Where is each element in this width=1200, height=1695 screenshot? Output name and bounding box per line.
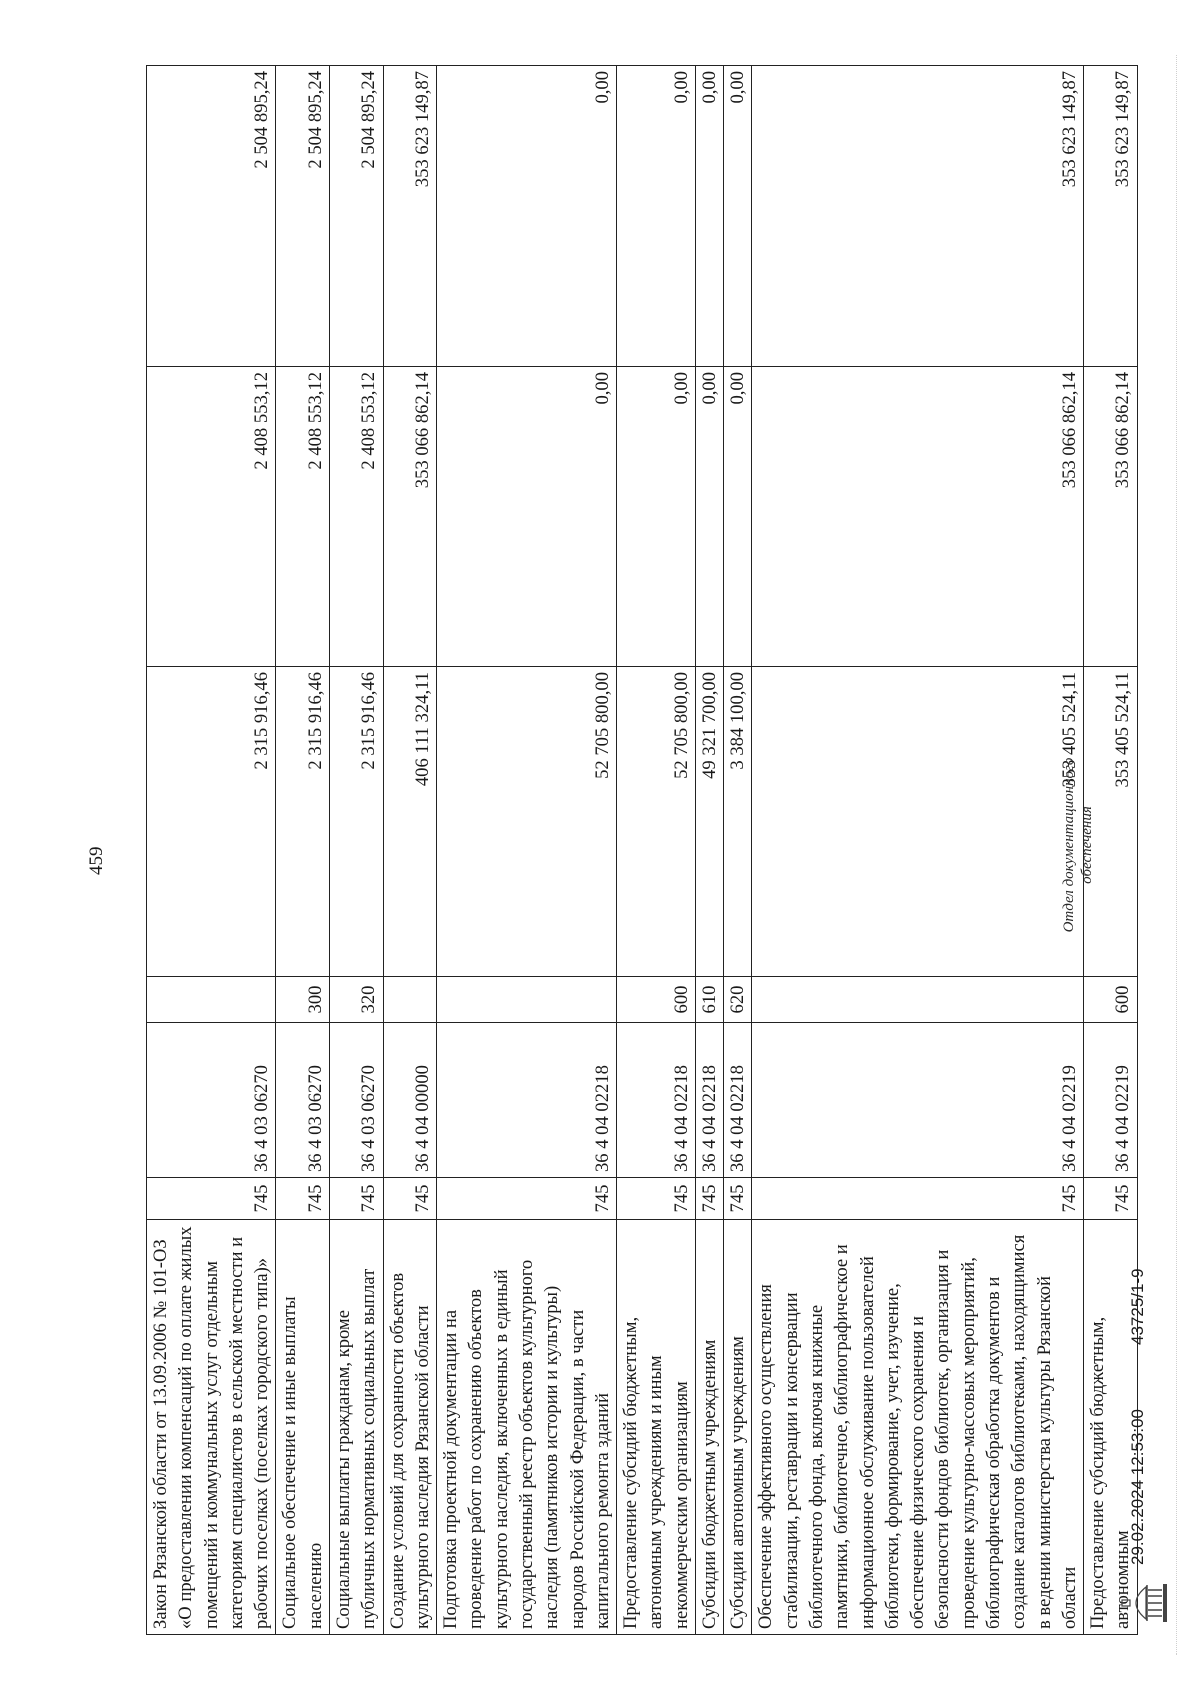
cell-description: Закон Рязанской области от 13.09.2006 № 101-ОЗ «О предоставлении компенсаций по оплате жилых помещений и коммунальных услуг отдельным категориям специалистов в сельской местности и рабочих поселках (поселках городского типа)» [147,1220,276,1635]
cell-description: Социальные выплаты гражданам, кроме публичных нормативных социальных выплат [329,1220,383,1635]
cell-gr: 745 [752,1178,1084,1220]
cell-vr [147,977,276,1023]
cell-gr: 745 [437,1178,617,1220]
cell-gr: 745 [329,1178,383,1220]
cell-v1: 52 705 800,00 [617,667,696,977]
cell-v3: 2 504 895,24 [276,66,330,367]
cell-v2: 2 408 553,12 [147,367,276,667]
cell-cs: 36 4 03 06270 [329,1023,383,1178]
table-row [724,66,752,1635]
table-body [147,66,1138,1635]
cell-description: Субсидии бюджетным учреждениям [695,1220,723,1635]
footer-date: 29.02.2024 12:53:00 [1128,1409,1147,1565]
cell-gr: 745 [276,1178,330,1220]
cell-gr: 745 [1084,1178,1138,1220]
table-row [276,66,330,1635]
cell-v3: 2 504 895,24 [147,66,276,367]
cell-vr [437,977,617,1023]
stamp-line-1: Отдел документационного [1061,757,1077,933]
cell-cs: 36 4 04 02218 [617,1023,696,1178]
cell-v3: 353 623 149,87 [752,66,1084,367]
cell-v3: 0,00 [695,66,723,367]
cell-v1: 3 384 100,00 [724,667,752,977]
cell-cs: 36 4 04 02219 [752,1023,1084,1178]
cell-cs: 36 4 04 00000 [383,1023,437,1178]
cell-v3: 353 623 149,87 [383,66,437,367]
cell-v2: 2 408 553,12 [329,367,383,667]
cell-description: Социальное обеспечение и иные выплаты населению [276,1220,330,1635]
cell-v3: 0,00 [617,66,696,367]
cell-v2: 0,00 [724,367,752,667]
cell-gr: 745 [724,1178,752,1220]
table-row [437,66,617,1635]
cell-vr: 620 [724,977,752,1023]
cell-v1: 49 321 700,00 [695,667,723,977]
cell-v3: 0,00 [437,66,617,367]
cell-gr: 745 [695,1178,723,1220]
cell-v2: 0,00 [437,367,617,667]
cell-v3: 0,00 [724,66,752,367]
cell-vr [752,977,1084,1023]
cell-vr: 600 [1084,977,1138,1023]
cell-description: Создание условий для сохранности объектов культурного наследия Рязанской области [383,1220,437,1635]
cell-v1: 2 315 916,46 [329,667,383,977]
cell-v1: 2 315 916,46 [276,667,330,977]
cell-cs: 36 4 04 02218 [437,1023,617,1178]
cell-vr: 300 [276,977,330,1023]
cell-v3: 2 504 895,24 [329,66,383,367]
cell-gr: 745 [617,1178,696,1220]
cell-description: Предоставление субсидий бюджетным, автономным учреждениям и иным некоммерческим организациям [617,1220,696,1635]
cell-gr: 745 [147,1178,276,1220]
cell-v2: 353 066 862,14 [1084,367,1138,667]
table-row [617,66,696,1635]
table-row [147,66,276,1635]
table-row [383,66,437,1635]
cell-v1: 52 705 800,00 [437,667,617,977]
cell-cs: 36 4 03 06270 [147,1023,276,1178]
cell-v1: 353 405 524,11 [1084,667,1138,977]
cell-v2: 0,00 [617,367,696,667]
cell-cs: 36 4 03 06270 [276,1023,330,1178]
cell-vr: 320 [329,977,383,1023]
cell-description: Субсидии автономным учреждениям [724,1220,752,1635]
cell-v1: 353 405 524,11 [752,667,1084,977]
cell-vr: 610 [695,977,723,1023]
table-row [695,66,723,1635]
cell-gr: 745 [383,1178,437,1220]
cell-v1: 2 315 916,46 [147,667,276,977]
stamp-line-2: обеспечения [1079,806,1095,884]
cell-v2: 2 408 553,12 [276,367,330,667]
cell-description: Обеспечение эффективного осуществления стабилизации, реставрации и консервации библиотечного фонда, включая книжные памятники, библиотечное, библиографическое и информационное обслуживание пользователей библиотеки, формирование, учет, изучение, обеспечение физического сохранения и безопасности фондов библиотек, организация и проведение культурно-массовых мероприятий, библиографическая обработка документов и создание каталогов библиотеками, находящимися в ведении министерства культуры Рязанской области [752,1220,1084,1635]
cell-description: Предоставление субсидий бюджетным, автономным [1084,1220,1138,1635]
scan-artifact-line [1176,55,1177,1655]
page-number: 459 [86,846,107,875]
cell-description: Подготовка проектной документации на проведение работ по сохранению объектов культурного наследия, включенных в единый государственный реестр объектов культурного наследия (памятников истории и культуры) народов Российской Федерации, в части капитального ремонта зданий [437,1220,617,1635]
cell-vr: 600 [617,977,696,1023]
cell-v2: 353 066 862,14 [383,367,437,667]
cell-v2: 0,00 [695,367,723,667]
department-stamp [1060,735,1096,955]
budget-table [146,65,1138,1635]
cell-cs: 36 4 04 02218 [724,1023,752,1178]
table-row [329,66,383,1635]
cell-vr [383,977,437,1023]
footer-code: 43725/1-9 [1128,1268,1147,1345]
coat-of-arms-icon [1120,1581,1170,1625]
table-row [752,66,1084,1635]
cell-v3: 353 623 149,87 [1084,66,1138,367]
cell-cs: 36 4 04 02218 [695,1023,723,1178]
cell-cs: 36 4 04 02219 [1084,1023,1138,1178]
cell-v2: 353 066 862,14 [752,367,1084,667]
cell-v1: 406 111 324,11 [383,667,437,977]
